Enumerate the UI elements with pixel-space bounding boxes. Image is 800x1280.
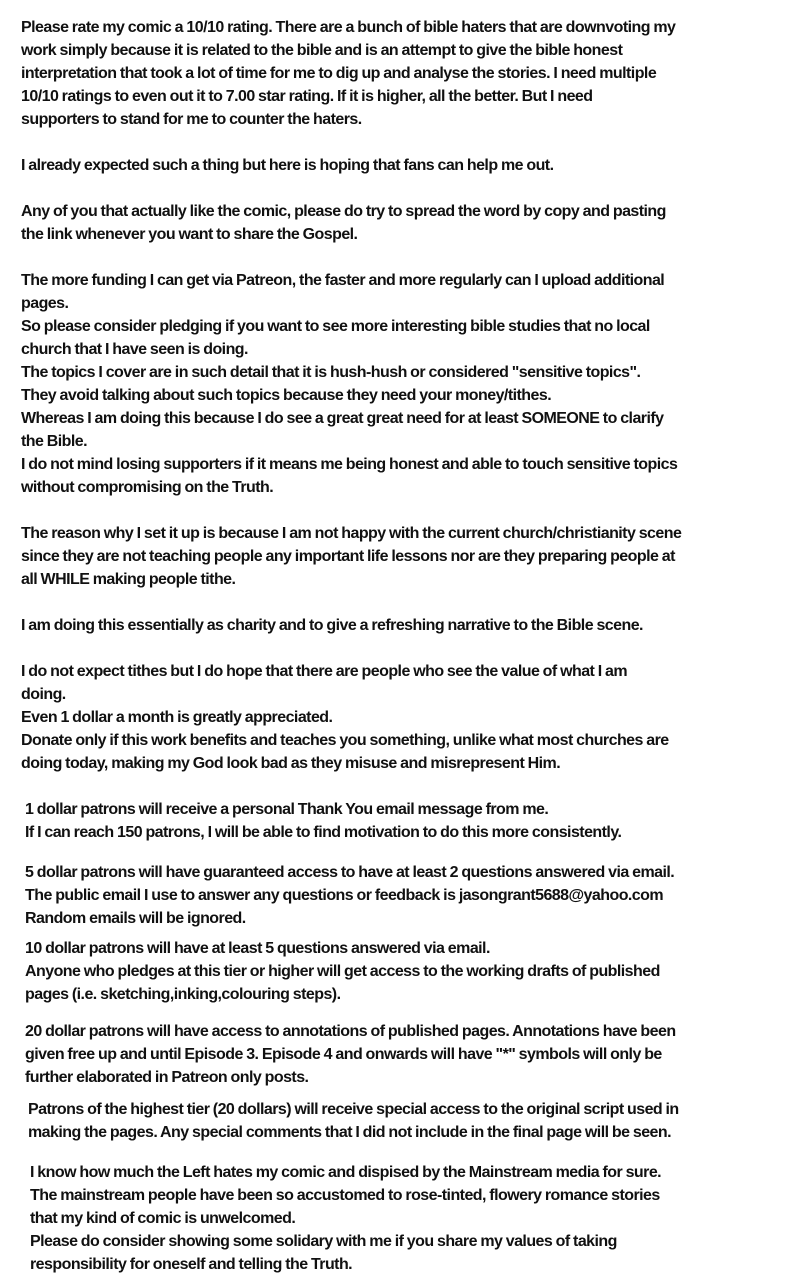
text-line: work simply because it is related to the bible and is an attempt to give the bible honest [21,42,623,59]
text-line: 10/10 ratings to even out it to 7.00 star rating. If it is higher, all the better. But I need [21,88,593,105]
text-line: Please do consider showing some solidary with me if you share my values of taking [30,1233,617,1250]
text-line: I do not expect tithes but I do hope that there are people who see the value of what I am [21,663,628,680]
text-line: Random emails will be ignored. [25,910,246,927]
text-line: The mainstream people have been so accustomed to rose-tinted, flowery romance stories [30,1187,660,1204]
text-line: pages (i.e. sketching,inking,colouring steps). [25,986,341,1003]
text-line: The more funding I can get via Patreon, the faster and more regularly can I upload additional [21,272,665,289]
text-line: without compromising on the Truth. [21,479,274,496]
text-line: The reason why I set it up is because I am not happy with the current church/christianity scene [21,525,682,542]
text-line: the Bible. [21,433,88,450]
text-line: Even 1 dollar a month is greatly appreciated. [21,709,333,726]
text-line: I know how much the Left hates my comic and dispised by the Mainstream media for sure. [30,1164,662,1181]
text-line: since they are not teaching people any important life lessons nor are they preparing people at [21,548,675,565]
text-line: the link whenever you want to share the Gospel. [21,226,358,243]
text-line: So please consider pledging if you want to see more interesting bible studies that no local [21,318,650,335]
text-line: I do not mind losing supporters if it means me being honest and able to touch sensitive topics [21,456,678,473]
text-line: Patrons of the highest tier (20 dollars) will receive special access to the original script used in [28,1101,679,1118]
text-line: Donate only if this work benefits and teaches you something, unlike what most churches are [21,732,669,749]
text-line: Whereas I am doing this because I do see a great great need for at least SOMEONE to clarify [21,410,664,427]
text-line: responsibility for oneself and telling the Truth. [30,1256,353,1273]
text-line: Anyone who pledges at this tier or higher will get access to the working drafts of published [25,963,660,980]
text-line: doing. [21,686,66,703]
text-line: interpretation that took a lot of time for me to dig up and analyse the stories. I need multiple [21,65,657,82]
text-line: 1 dollar patrons will receive a personal Thank You email message from me. [25,801,549,818]
text-line: I am doing this essentially as charity and to give a refreshing narrative to the Bible scene. [21,617,643,634]
text-line: They avoid talking about such topics because they need your money/tithes. [21,387,552,404]
text-line: making the pages. Any special comments that I did not include in the final page will be seen. [28,1124,672,1141]
text-line: given free up and until Episode 3. Episode 4 and onwards will have "*" symbols will only be [25,1046,662,1063]
text-line: pages. [21,295,69,312]
text-line: Please rate my comic a 10/10 rating. There are a bunch of bible haters that are downvoting my [21,19,676,36]
text-line: 5 dollar patrons will have guaranteed access to have at least 2 questions answered via email. [25,864,675,881]
text-line: The public email I use to answer any questions or feedback is jasongrant5688@yahoo.com [25,887,664,904]
text-line: that my kind of comic is unwelcomed. [30,1210,296,1227]
text-line: I already expected such a thing but here is hoping that fans can help me out. [21,157,554,174]
text-line: all WHILE making people tithe. [21,571,236,588]
text-line: Any of you that actually like the comic, please do try to spread the word by copy and pasting [21,203,666,220]
text-line: If I can reach 150 patrons, I will be able to find motivation to do this more consistently. [25,824,622,841]
text-line: supporters to stand for me to counter the haters. [21,111,362,128]
text-line: 10 dollar patrons will have at least 5 questions answered via email. [25,940,490,957]
text-line: doing today, making my God look bad as they misuse and misrepresent Him. [21,755,561,772]
text-line: further elaborated in Patreon only posts. [25,1069,309,1086]
text-line: church that I have seen is doing. [21,341,248,358]
text-line: 20 dollar patrons will have access to annotations of published pages. Annotations have been [25,1023,676,1040]
text-line: The topics I cover are in such detail that it is hush-hush or considered "sensitive topics". [21,364,641,381]
